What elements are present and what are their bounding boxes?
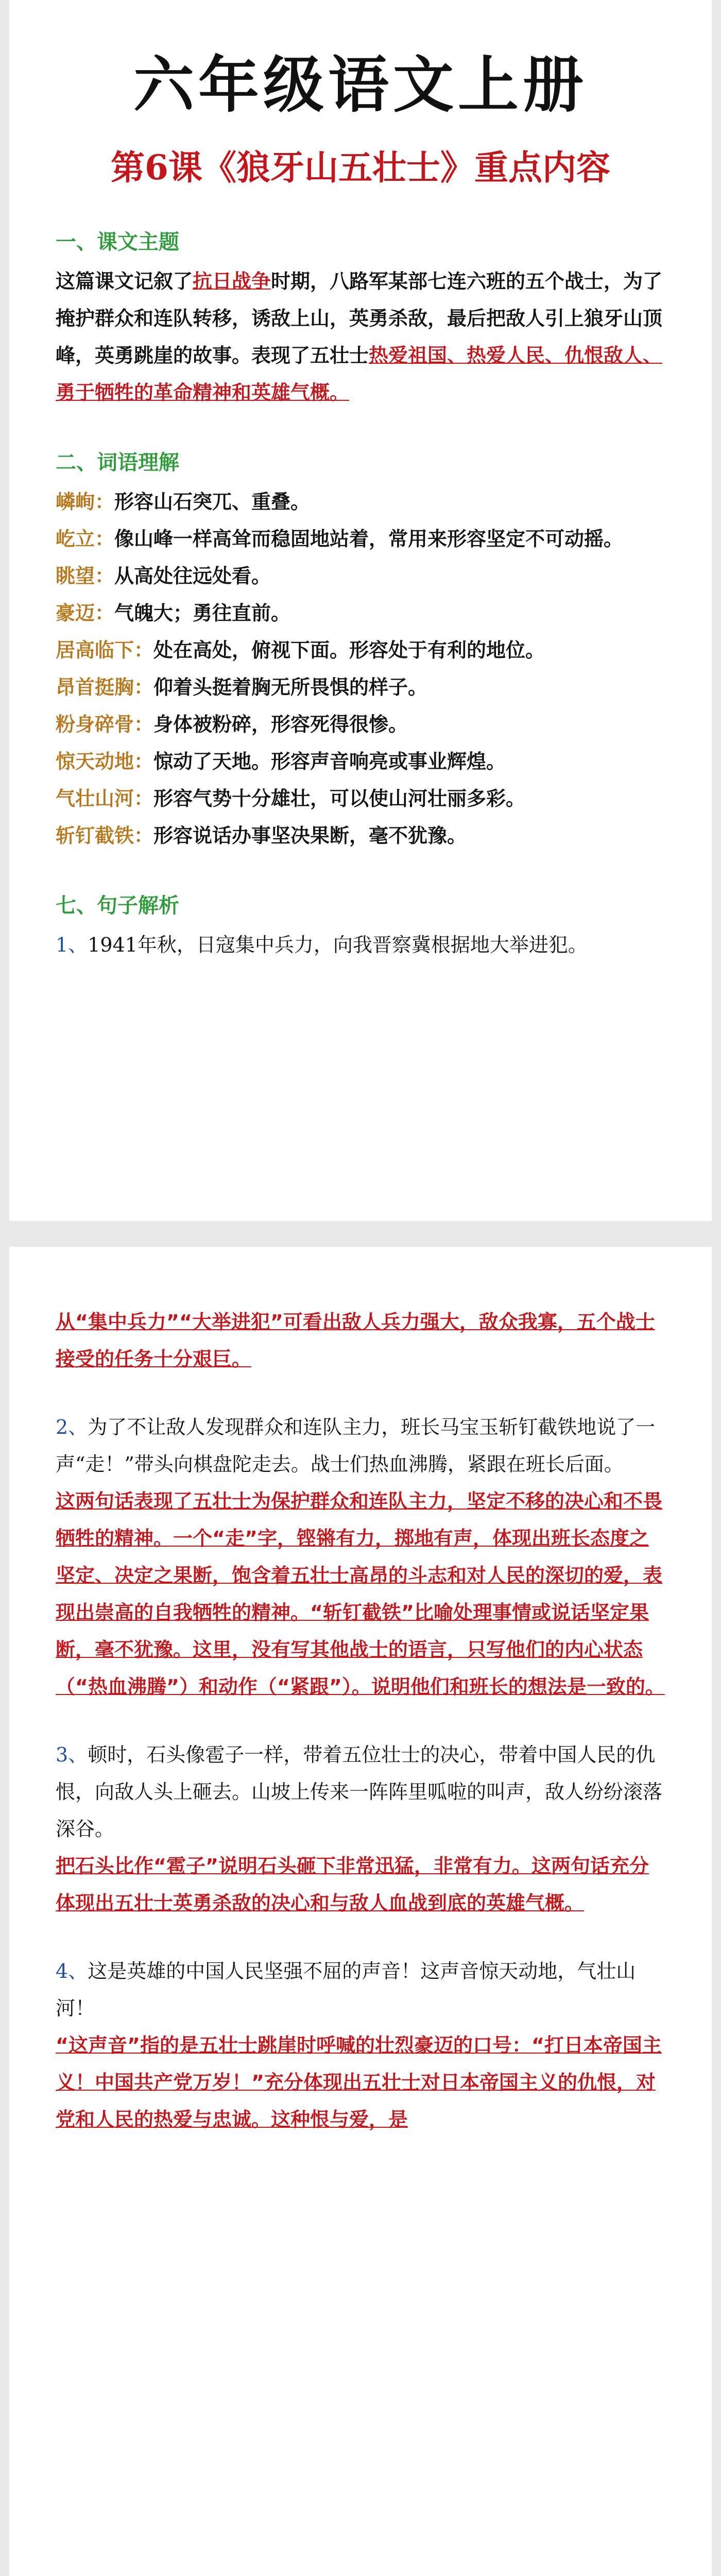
vocab-heading: 二、词语理解 bbox=[56, 451, 179, 474]
theme-text-a: 这篇课文记叙了 bbox=[56, 270, 193, 293]
vocab-item bbox=[56, 520, 665, 557]
sentence-3 bbox=[56, 1736, 665, 1848]
vocab-term: 惊天动地： bbox=[56, 750, 154, 773]
vocab-item bbox=[56, 817, 665, 854]
sentence-text: 这是英雄的中国人民坚强不屈的声音！这声音惊天动地，气壮山河！ bbox=[56, 1960, 636, 2020]
vocab-item bbox=[56, 780, 665, 817]
theme-heading: 一、课文主题 bbox=[56, 230, 179, 254]
page-2 bbox=[9, 1247, 712, 2576]
vocab-term: 豪迈： bbox=[56, 602, 115, 624]
sentence-4 bbox=[56, 1953, 665, 2027]
vocab-def: 仰着头挺着胸无所畏惧的样子。 bbox=[153, 676, 428, 699]
vocab-item bbox=[56, 483, 665, 520]
vocab-def: 形容山石突兀、重叠。 bbox=[114, 490, 311, 513]
vocab-item bbox=[56, 595, 665, 632]
theme-text-b: 时期，八路军某部七连六班的五个战士，为了掩护群众和连队转移，诱敌上山，英勇杀敌，最后把敌人引上狼牙山顶峰，英勇跳崖的故事。表现了五壮士 bbox=[56, 270, 663, 367]
vocab-term: 昂首挺胸： bbox=[56, 676, 154, 699]
vocab-def: 像山峰一样高耸而稳固地站着，常用来形容坚定不可动摇。 bbox=[114, 528, 624, 550]
sentence-text: 为了不让敌人发现群众和连队主力，班长马宝玉斩钉截铁地说了一声“走！”带头向棋盘陀走去。战士们热血沸腾，紧跟在班长后面。 bbox=[56, 1416, 656, 1476]
vocab-section bbox=[56, 447, 665, 854]
theme-paragraph bbox=[56, 263, 665, 411]
sentence-number: 1、 bbox=[56, 934, 88, 956]
page-1 bbox=[9, 0, 712, 1221]
sentences-section bbox=[56, 890, 665, 963]
vocab-item bbox=[56, 632, 665, 669]
sentence-2-analysis: 这两句话表现了五壮士为保护群众和连队主力，坚定不移的决心和不畏牺牲的精神。一个“走”字，铿锵有力，掷地有声，体现出班长态度之坚定、决定之果断，饱含着五壮士高昂的斗志和对人民的深切的爱，表现出崇高的自我牺牲的精神。“斩钉截铁”比喻处理事情或说话坚定果断，毫不犹豫。这里，没有写其他战士的语言，只写他们的内心状态（“热血沸腾”）和动作（“紧跟”）。说明他们和班长的想法是一致的。 bbox=[56, 1490, 665, 1698]
sentences-heading: 七、句子解析 bbox=[56, 894, 179, 918]
sentence-1 bbox=[56, 926, 665, 963]
sentence-text: 顿时，石头像雹子一样，带着五位壮士的决心，带着中国人民的仇恨，向敌人头上砸去。山坡上传来一阵阵里呱啦的叫声，敌人纷纷滚落深谷。 bbox=[56, 1743, 663, 1840]
vocab-item bbox=[56, 669, 665, 706]
vocab-def: 气魄大；勇往直前。 bbox=[114, 602, 291, 624]
vocab-list bbox=[56, 483, 665, 854]
sentence-3-analysis: 把石头比作“雹子”说明石头砸下非常迅猛，非常有力。这两句话充分体现出五壮士英勇杀敌的决心和与敌人血战到底的英雄气概。 bbox=[56, 1855, 649, 1914]
sentence-number: 3、 bbox=[56, 1743, 88, 1766]
sentence-number: 4、 bbox=[56, 1960, 88, 1982]
vocab-item bbox=[56, 706, 665, 743]
vocab-def: 身体被粉碎，形容死得很惨。 bbox=[153, 713, 408, 736]
vocab-term: 居高临下： bbox=[56, 639, 154, 662]
vocab-item bbox=[56, 743, 665, 780]
vocab-term: 气壮山河： bbox=[56, 787, 154, 810]
sentence-1-analysis: 从“集中兵力”“大举进犯”可看出敌人兵力强大，敌众我寡，五个战士接受的任务十分艰巨。 bbox=[56, 1311, 655, 1370]
vocab-def: 形容说话办事坚决果断，毫不犹豫。 bbox=[153, 824, 467, 847]
vocab-term: 斩钉截铁： bbox=[56, 824, 154, 847]
sentence-number: 2、 bbox=[56, 1416, 88, 1438]
vocab-item bbox=[56, 557, 665, 595]
sentence-text: 1941年秋，日寇集中兵力，向我晋察冀根据地大举进犯。 bbox=[88, 934, 588, 956]
vocab-term: 屹立： bbox=[56, 528, 115, 550]
sentence-2 bbox=[56, 1409, 665, 1483]
vocab-def: 处在高处，俯视下面。形容处于有利的地位。 bbox=[153, 639, 545, 662]
theme-section bbox=[56, 227, 665, 411]
vocab-term: 粉身碎骨： bbox=[56, 713, 154, 736]
sentence-4-analysis: “这声音”指的是五壮士跳崖时呼喊的壮烈豪迈的口号：“打日本帝国主义！中国共产党万岁！”充分体现出五壮士对日本帝国主义的仇恨，对党和人民的热爱与忠诚。这种恨与爱，是 bbox=[56, 2034, 662, 2131]
vocab-def: 惊动了天地。形容声音响亮或事业辉煌。 bbox=[153, 750, 506, 773]
theme-highlight-war: 抗日战争 bbox=[193, 270, 271, 293]
vocab-def: 形容气势十分雄壮，可以使山河壮丽多彩。 bbox=[153, 787, 526, 810]
lesson-subtitle: 第6课《狼牙山五壮士》重点内容 bbox=[111, 147, 610, 188]
theme-highlight-spirit: 热爱祖国、热爱人民、仇恨敌人、勇于牺牲的革命精神和英雄气概。 bbox=[56, 344, 663, 404]
vocab-term: 眺望： bbox=[56, 565, 115, 587]
page-title: 六年级语文上册 bbox=[133, 49, 588, 121]
vocab-term: 嶙峋： bbox=[56, 490, 115, 513]
vocab-def: 从高处往远处看。 bbox=[114, 565, 271, 587]
